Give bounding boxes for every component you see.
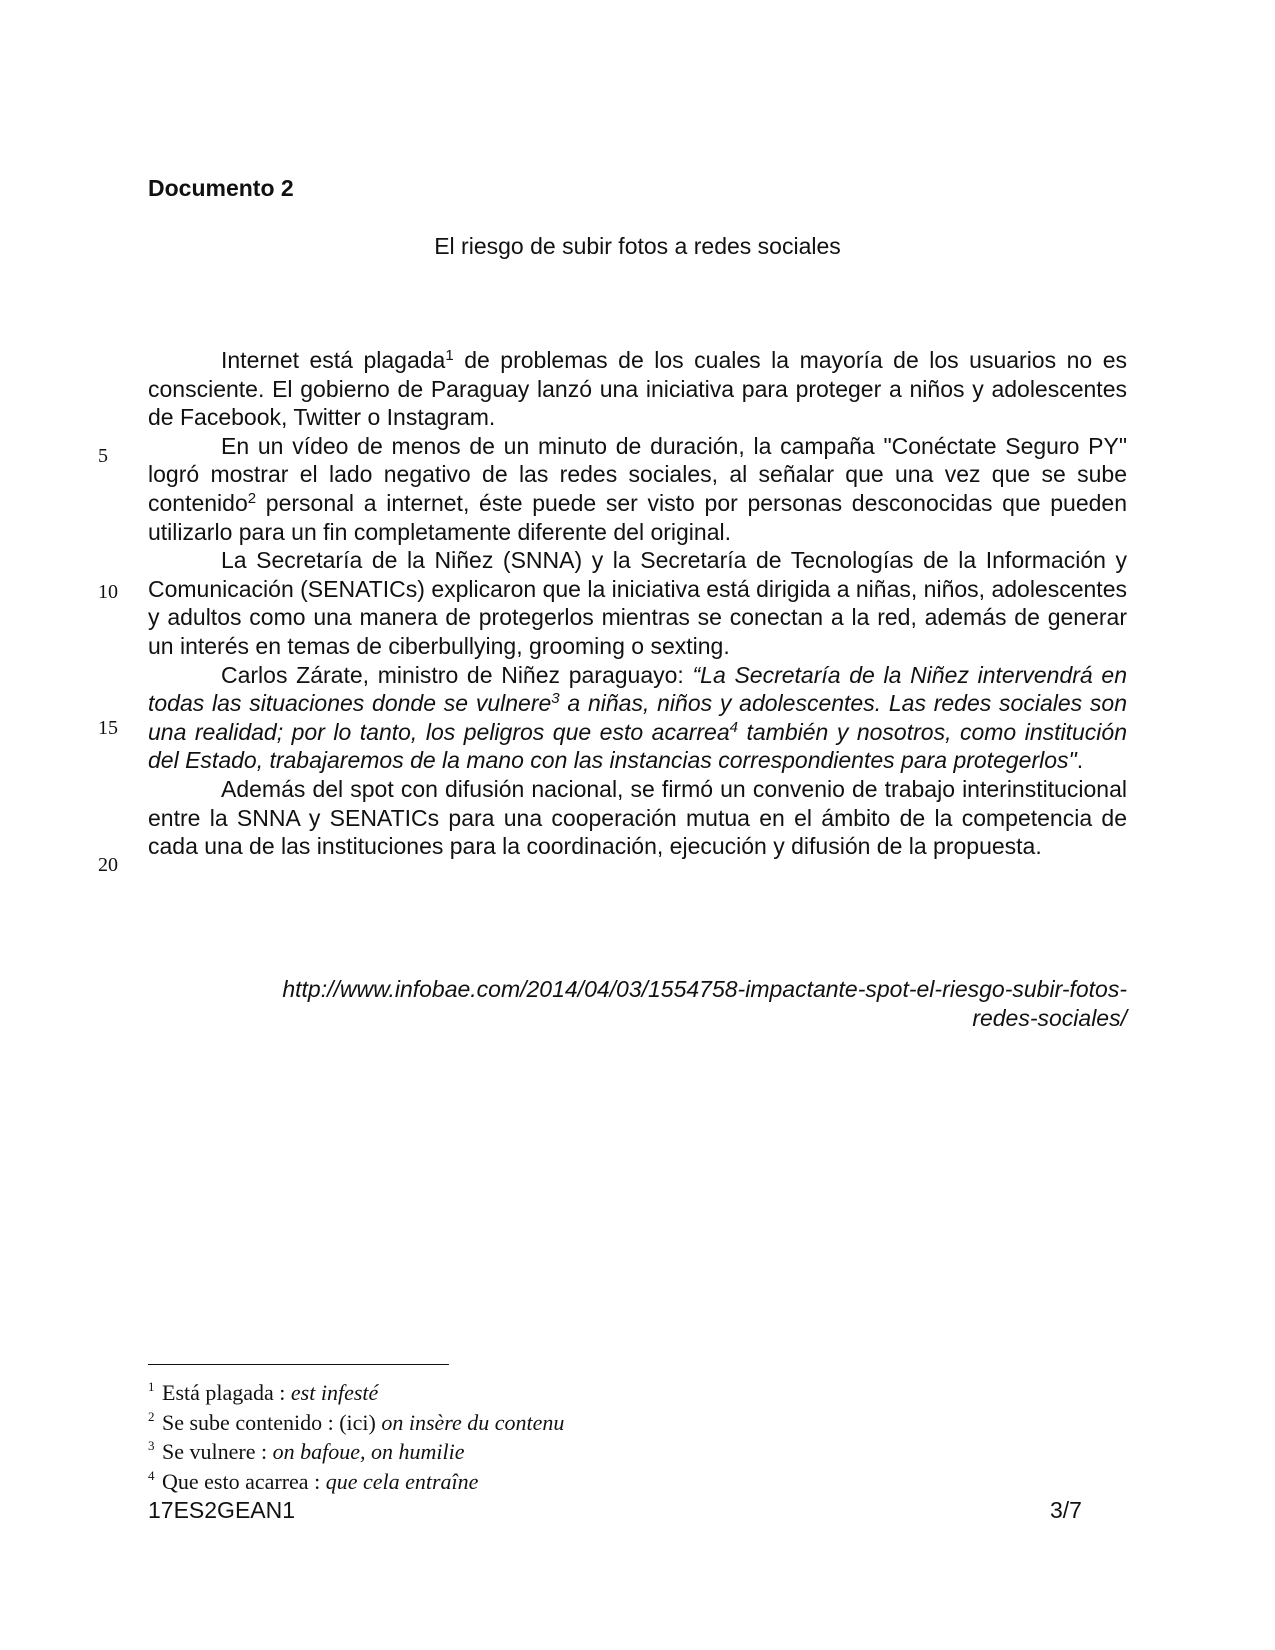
- footnote-item: 3 Se vulnere : on bafoue, on humilie: [148, 1438, 465, 1464]
- footnote-item: 1 Está plagada : est infesté: [148, 1379, 379, 1405]
- footnote-term: Se sube contenido : (ici): [162, 1409, 382, 1435]
- footnote-term: Se vulnere :: [162, 1439, 273, 1464]
- exam-code: 17ES2GEAN1: [148, 1497, 296, 1523]
- source-url-line-2: redes-sociales/: [972, 1005, 1127, 1031]
- source-url-line-1: http://www.infobae.com/2014/04/03/1554758-impactante-spot-el-riesgo-subir-fotos-: [282, 976, 1127, 1002]
- article-body: [148, 346, 1127, 861]
- footnote-translation: que cela entraîne: [325, 1468, 479, 1494]
- paragraph-4-end: .: [1076, 747, 1084, 774]
- footnote-term: Que esto acarrea :: [162, 1468, 326, 1494]
- paragraph-3: La Secretaría de la Niñez (SNNA) y la Secretaría de Tecnologías de la Información y Comunicación (SENATICs) explicaron que la iniciativa está dirigida a niñas, niños, adolescentes y adultos como una manera de protegerlos mientras se conectan a la red, además de generar un interés en temas de ciberbullying, grooming o sexting.: [148, 547, 1127, 659]
- paragraph-4: [148, 661, 1127, 775]
- quote-text-a: “La Secretaría de la Niñez intervendrá en todas las situaciones donde se vulnere: [148, 661, 1127, 717]
- quote-text-c: también y nosotros, como institución del Estado, trabajaremos de la mano con las instancias correspondientes para protegerlos": [148, 718, 1127, 774]
- footnote-ref-2: 2: [247, 489, 257, 507]
- footnote-translation: on insère du contenu: [381, 1409, 565, 1435]
- line-number: 10: [98, 581, 118, 603]
- footnote-translation: on bafoue, on humilie: [272, 1439, 465, 1464]
- quote-text-b: a niñas, niños y adolescentes. Las redes sociales son una realidad; por lo tanto, los peligros que esto acarrea: [148, 690, 1127, 745]
- footnotes: [148, 1378, 848, 1496]
- paragraph-2-text-b: personal a internet, éste puede ser visto por personas desconocidas que pueden utilizarlo para un fin completamente diferente del original.: [148, 489, 1127, 545]
- footnote-item: 4 Que esto acarrea : que cela entraîne: [148, 1467, 479, 1494]
- footnote-divider: [148, 1364, 449, 1365]
- footnote-translation: est infesté: [290, 1380, 379, 1405]
- line-number: 15: [98, 717, 118, 739]
- paragraph-1-text-a: Internet está plagada: [221, 347, 446, 373]
- line-number: 20: [98, 854, 118, 876]
- article-title: El riesgo de subir fotos a redes sociales: [434, 233, 841, 259]
- paragraph-1-text-b: de problemas de los cuales la mayoría de los usuarios no es consciente. El gobierno de Paraguay lanzó una iniciativa para proteger a niños y adolescentes de Facebook, Twitter o Instagram.: [148, 347, 1127, 431]
- footnote-ref-1: 1: [445, 347, 454, 364]
- footnote-term: Está plagada :: [162, 1380, 291, 1405]
- document-label: Documento 2: [148, 175, 294, 201]
- paragraph-2: [148, 432, 1127, 546]
- footnote-item: 2 Se sube contenido : (ici) on insère du contenu: [148, 1408, 565, 1435]
- paragraph-4-intro: Carlos Zárate, ministro de Niñez paraguayo:: [221, 661, 693, 688]
- line-number: 5: [98, 445, 108, 467]
- paragraph-2-text-a: En un vídeo de menos de un minuto de duración, la campaña "Conéctate Seguro PY" logró mostrar el lado negativo de las redes sociales, al señalar que una vez que se sube contenido: [148, 432, 1127, 516]
- paragraph-1: [148, 346, 1127, 432]
- footnote-ref-4: 4: [729, 718, 738, 736]
- source-citation: [167, 975, 1127, 1033]
- page-number: 3/7: [1050, 1497, 1082, 1523]
- paragraph-5: Además del spot con difusión nacional, se firmó un convenio de trabajo interinstitucional entre la SNNA y SENATICs para una cooperación mutua en el ámbito de la competencia de cada una de las instituciones para la coordinación, ejecución y difusión de la propuesta.: [148, 775, 1127, 860]
- footnote-ref-3: 3: [551, 690, 560, 708]
